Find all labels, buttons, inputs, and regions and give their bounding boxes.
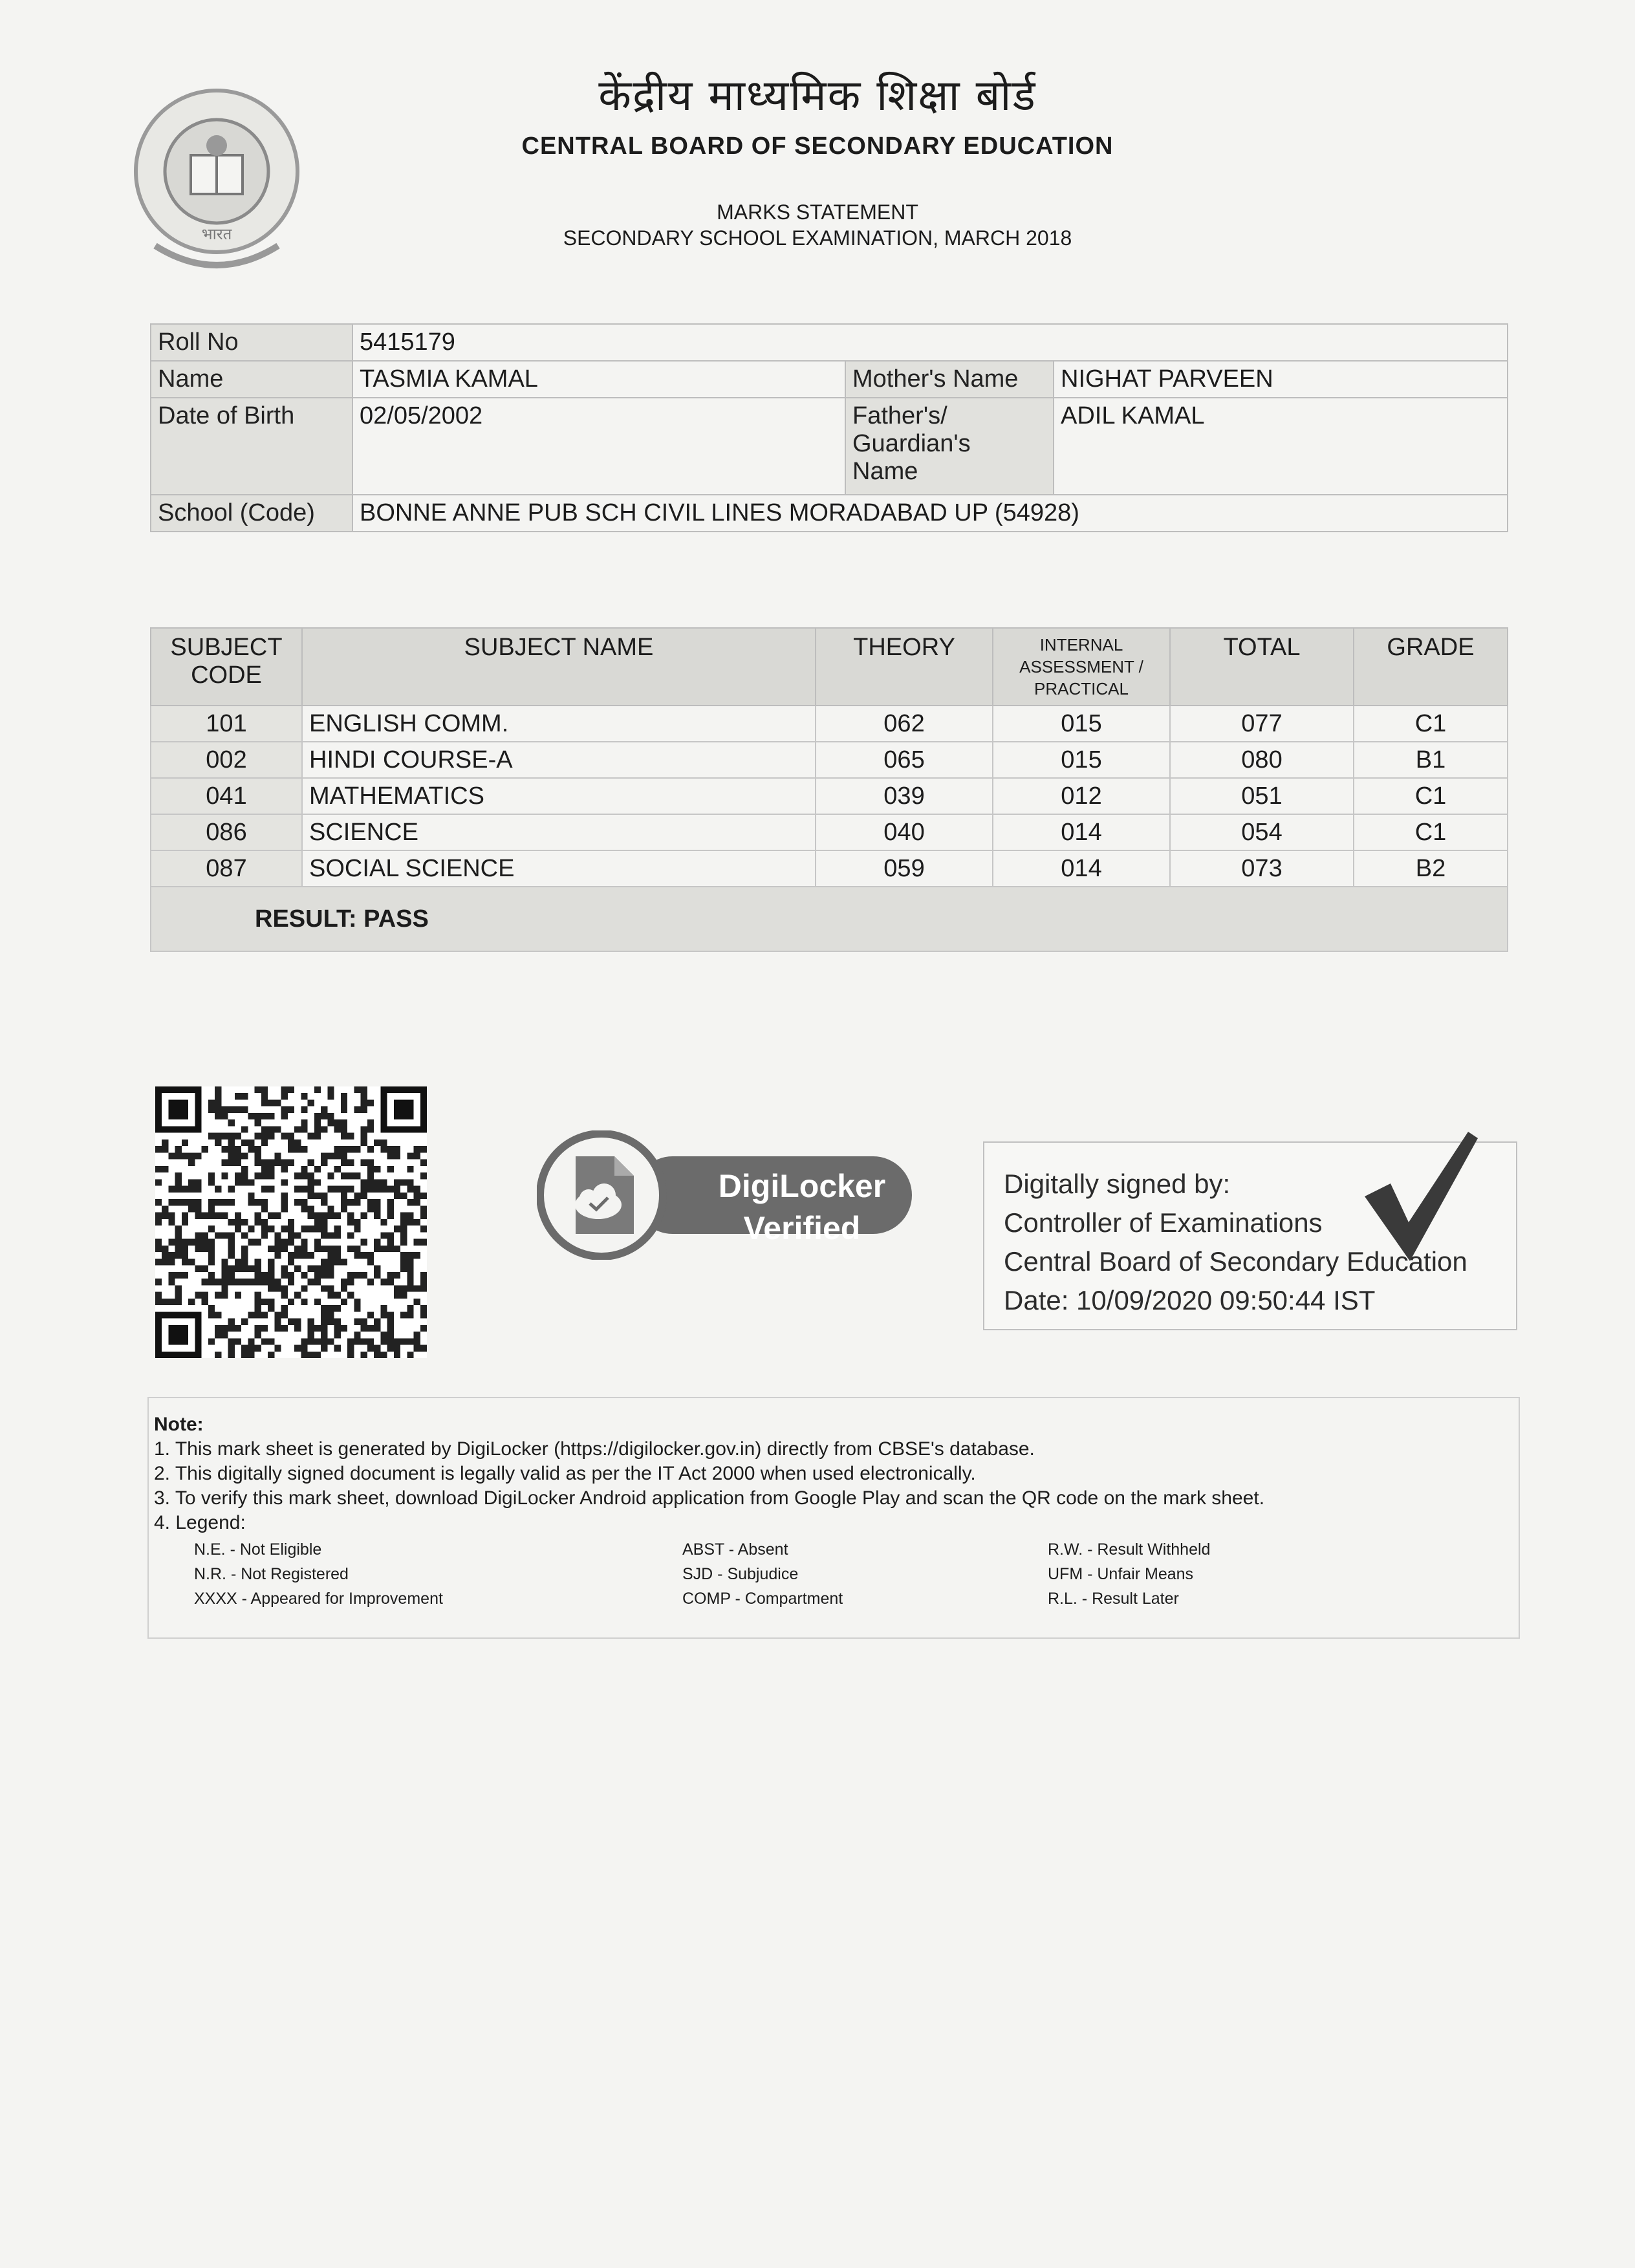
exam-title: SECONDARY SCHOOL EXAMINATION, MARCH 2018 xyxy=(563,226,1072,250)
table-row xyxy=(151,814,1508,850)
note-item: 2. This digitally signed document is legally valid as per the IT Act 2000 when used electronically. xyxy=(154,1463,976,1484)
result-row xyxy=(151,887,1508,951)
legend-item: N.E. - Not Eligible xyxy=(194,1540,322,1559)
mother-value: NIGHAT PARVEEN xyxy=(1054,361,1508,398)
subject-code: 087 xyxy=(151,850,302,887)
grade: C1 xyxy=(1354,706,1508,742)
subject-name: SOCIAL SCIENCE xyxy=(302,850,816,887)
header-grade: GRADE xyxy=(1354,628,1508,706)
table-row xyxy=(151,778,1508,814)
school-value: BONNE ANNE PUB SCH CIVIL LINES MORADABAD UP (54928) xyxy=(352,495,1508,532)
theory-marks: 062 xyxy=(816,706,993,742)
signature-line-4: Date: 10/09/2020 09:50:44 IST xyxy=(1004,1285,1376,1315)
legend-item: ABST - Absent xyxy=(682,1540,788,1559)
dob-label: Date of Birth xyxy=(151,398,352,495)
legend-item: SJD - Subjudice xyxy=(682,1565,799,1583)
candidate-info-table xyxy=(150,323,1508,532)
roll-row xyxy=(151,324,1508,361)
legend-item: XXXX - Appeared for Improvement xyxy=(194,1590,443,1608)
legend-item: R.L. - Result Later xyxy=(1048,1590,1179,1608)
dob-value: 02/05/2002 xyxy=(352,398,845,495)
name-row xyxy=(151,361,1508,398)
subject-name: HINDI COURSE-A xyxy=(302,742,816,778)
qr-code-icon[interactable] xyxy=(155,1086,427,1358)
header-theory: THEORY xyxy=(816,628,993,706)
school-row xyxy=(151,495,1508,532)
theory-marks: 040 xyxy=(816,814,993,850)
legend-item: R.W. - Result Withheld xyxy=(1048,1540,1211,1559)
total-marks: 077 xyxy=(1170,706,1354,742)
note-item: 3. To verify this mark sheet, download DigiLocker Android application from Google Play and scan the QR code on the mark sheet. xyxy=(154,1487,1265,1509)
checkmark-icon xyxy=(1358,1125,1481,1268)
notes-section xyxy=(147,1397,1520,1639)
result-text: RESULT: PASS xyxy=(151,887,1508,951)
board-title: CENTRAL BOARD OF SECONDARY EDUCATION xyxy=(521,133,1114,160)
father-value: ADIL KAMAL xyxy=(1054,398,1508,495)
total-marks: 080 xyxy=(1170,742,1354,778)
name-label: Name xyxy=(151,361,352,398)
subject-name: SCIENCE xyxy=(302,814,816,850)
table-row xyxy=(151,706,1508,742)
signature-line-1: Digitally signed by: xyxy=(1004,1169,1231,1199)
subject-code: 086 xyxy=(151,814,302,850)
dob-row xyxy=(151,398,1508,495)
statement-title: MARKS STATEMENT xyxy=(717,200,918,224)
grade: C1 xyxy=(1354,778,1508,814)
hindi-title: केंद्रीय माध्यमिक शिक्षा बोर्ड xyxy=(598,70,1037,120)
subject-name: MATHEMATICS xyxy=(302,778,816,814)
signature-line-3: Central Board of Secondary Education xyxy=(1004,1246,1467,1277)
header-subject-name: SUBJECT NAME xyxy=(302,628,816,706)
grade: C1 xyxy=(1354,814,1508,850)
school-label: School (Code) xyxy=(151,495,352,532)
verified-label: Verified xyxy=(743,1210,861,1246)
note-item: 4. Legend: xyxy=(154,1512,246,1533)
total-marks: 073 xyxy=(1170,850,1354,887)
internal-marks: 015 xyxy=(993,742,1170,778)
grade: B1 xyxy=(1354,742,1508,778)
header-subject-code: SUBJECT CODE xyxy=(151,628,302,706)
table-row xyxy=(151,742,1508,778)
total-marks: 054 xyxy=(1170,814,1354,850)
signature-line-2: Controller of Examinations xyxy=(1004,1207,1323,1238)
header-internal: INTERNAL ASSESSMENT / PRACTICAL xyxy=(993,628,1170,706)
legend-item: COMP - Compartment xyxy=(682,1590,843,1608)
logo-text: भारत xyxy=(201,225,232,243)
subject-code: 002 xyxy=(151,742,302,778)
roll-label: Roll No xyxy=(151,324,352,361)
legend-item: UFM - Unfair Means xyxy=(1048,1565,1194,1583)
father-label: Father's/ Guardian's Name xyxy=(845,398,1054,495)
subject-code: 101 xyxy=(151,706,302,742)
internal-marks: 014 xyxy=(993,814,1170,850)
theory-marks: 039 xyxy=(816,778,993,814)
name-value: TASMIA KAMAL xyxy=(352,361,845,398)
roll-value: 5415179 xyxy=(352,324,1508,361)
internal-marks: 014 xyxy=(993,850,1170,887)
table-row xyxy=(151,850,1508,887)
theory-marks: 065 xyxy=(816,742,993,778)
grade: B2 xyxy=(1354,850,1508,887)
internal-marks: 015 xyxy=(993,706,1170,742)
marks-header-row xyxy=(151,628,1508,706)
theory-marks: 059 xyxy=(816,850,993,887)
subject-name: ENGLISH COMM. xyxy=(302,706,816,742)
digilocker-label: DigiLocker xyxy=(718,1168,886,1204)
subject-code: 041 xyxy=(151,778,302,814)
notes-title: Note: xyxy=(154,1414,204,1435)
internal-marks: 012 xyxy=(993,778,1170,814)
mother-label: Mother's Name xyxy=(845,361,1054,398)
total-marks: 051 xyxy=(1170,778,1354,814)
legend-item: N.R. - Not Registered xyxy=(194,1565,349,1583)
header-total: TOTAL xyxy=(1170,628,1354,706)
note-item: 1. This mark sheet is generated by DigiLocker (https://digilocker.gov.in) directly from CBSE's database. xyxy=(154,1438,1035,1460)
marks-table xyxy=(150,627,1508,952)
